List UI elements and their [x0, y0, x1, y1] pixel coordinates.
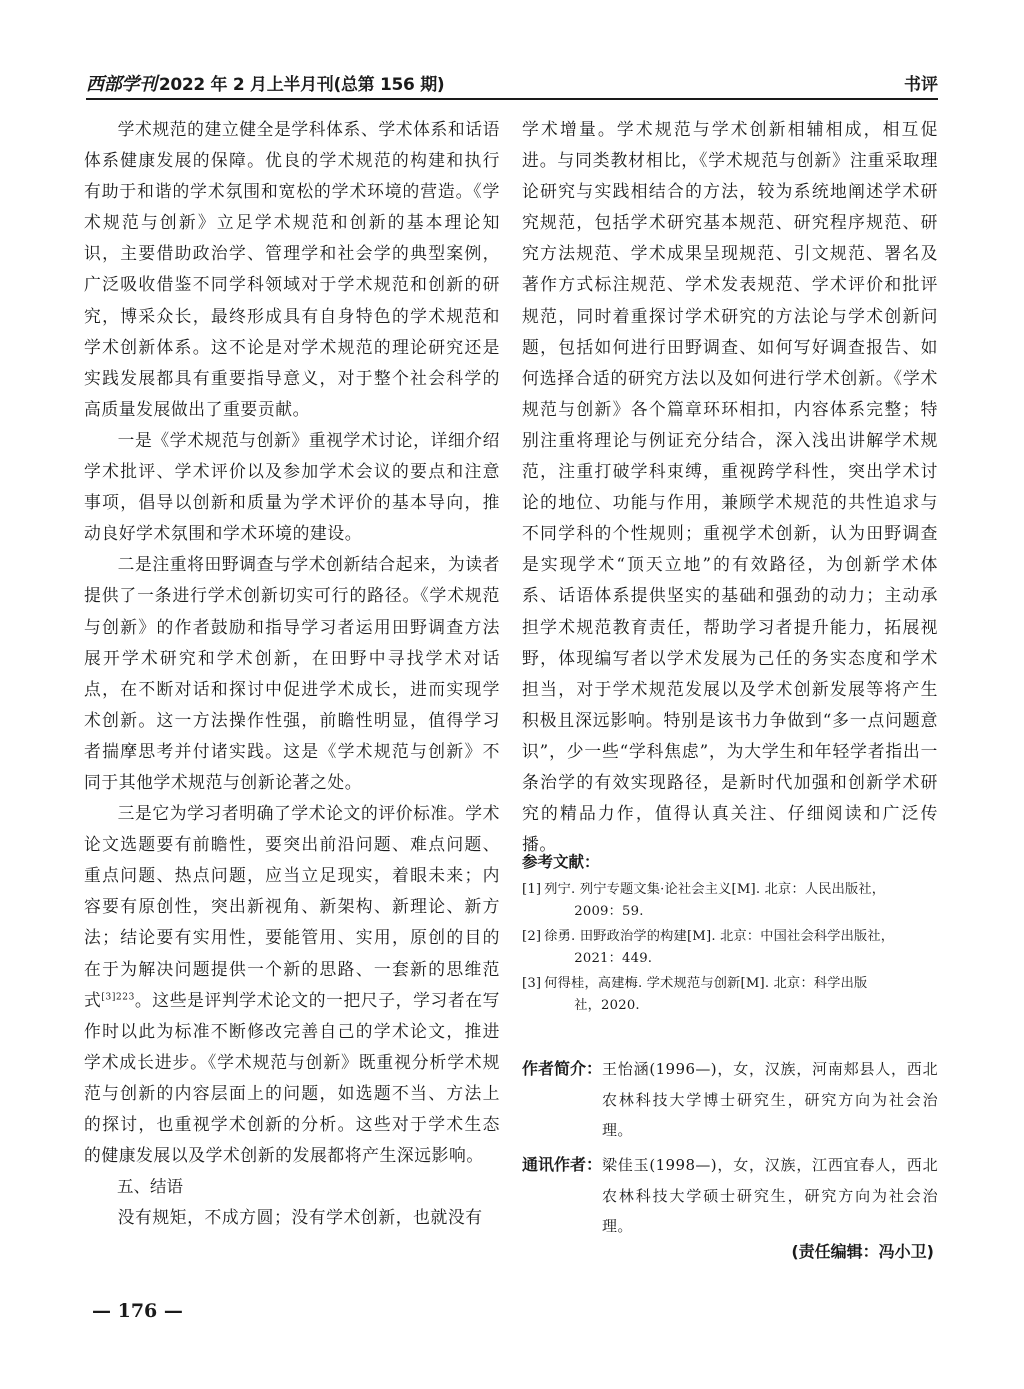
- reference-number: [3]: [522, 976, 542, 991]
- reference-text-cont: 2009：59.: [574, 903, 644, 919]
- references-list: [522, 879, 938, 1020]
- section-label: 书评: [904, 75, 938, 95]
- reference-number: [1]: [522, 882, 542, 897]
- reference-item: [522, 879, 938, 922]
- page-header: [86, 70, 938, 100]
- left-column: [84, 114, 500, 1233]
- responsible-editor: (责任编辑：冯小卫): [791, 1242, 934, 1261]
- author-bio: [522, 1054, 938, 1146]
- reference-item: [522, 973, 938, 1016]
- references-title: 参考文献：: [522, 853, 600, 871]
- reference-text-cont: 社，2020.: [574, 997, 640, 1013]
- paragraph: 没有规矩，不成方圆；没有学术创新，也就没有: [117, 1207, 483, 1228]
- header-rule: [86, 98, 938, 100]
- reference-text: 徐勇. 田野政治学的构建[M]. 北京：中国社会科学出版社，: [544, 929, 895, 944]
- right-column: [522, 114, 938, 1274]
- section-heading: 五、结语: [117, 1177, 183, 1197]
- issue-label: 2022 年 2 月上半月刊(总第 156 期): [158, 75, 445, 95]
- paragraph: 学术规范的建立健全是学科体系、学术体系和话语体系健康发展的保障。优良的学术规范的构建和执行有助于和谐的学术氛围和宽松的学术环境的营造。《学术规范与创新》立足学术规范和创新的基本理论知识，主要借助政治学、管理学和社会学的典型案例，广泛吸收借鉴不同学科领域对于学术规范和创新的研究，博采众长，最终形成具有自身特色的学术规范和学术创新体系。这不论是对学术规范的理论研究还是实践发展都具有重要指导意义，对于整个社会科学的高质量发展做出了重要贡献。: [84, 119, 500, 419]
- paragraph: 学术增量。学术规范与学术创新相辅相成，相互促进。与同类教材相比，《学术规范与创新》注重采取理论研究与实践相结合的方法，较为系统地阐述学术研究规范，包括学术研究基本规范、研究程序规范、研究方法规范、学术成果呈现规范、引文规范、署名及著作方式标注规范、学术发表规范、学术评价和批评规范，同时着重探讨学术研究的方法论与学术创新问题，包括如何进行田野调查、如何写好调查报告、如何选择合适的研究方法以及如何进行学术创新。《学术规范与创新》各个篇章环环相扣，内容体系完整；特别注重将理论与例证充分结合，深入浅出讲解学术规范，注重打破学科束缚，重视跨学科性，突出学术讨论的地位、功能与作用，兼顾学术规范的共性追求与不同学科的个性规则；重视学术创新，认为田野调查是实现学术“顶天立地”的有效路径，为创新学术体系、话语体系提供坚实的基础和强劲的动力；主动承担学术规范教育责任，帮助学习者提升能力，拓展视野，体现编写者以学术发展为己任的务实态度和学术担当，对于学术规范发展以及学术创新发展等将产生积极且深远影响。特别是该书力争做到“多一点问题意识”，少一些“学科焦虑”，为大学生和年轻学者指出一条治学的有效实现路径，是新时代加强和创新学术研究的精品力作，值得认真关注、仔细阅读和广泛传播。: [522, 119, 938, 855]
- paragraph: 一是《学术规范与创新》重视学术讨论，详细介绍学术批评、学术评价以及参加学术会议的要点和注意事项，倡导以创新和质量为学术评价的基本导向，推动良好学术氛围和学术环境的建设。: [84, 429, 500, 544]
- author-bio-text: 王怡涵(1996—)，女，汉族，河南郏县人，西北农林科技大学博士研究生，研究方向为社会治理。: [602, 1060, 938, 1139]
- paragraph: 二是注重将田野调查与学术创新结合起来，为读者提供了一条进行学术创新切实可行的路径。《学术规范与创新》的作者鼓励和指导学习者运用田野调查方法展开学术研究和学术创新，在田野中寻找学术对话点，在不断对话和探讨中促进学术成长，进而实现学术创新。这一方法操作性强，前瞻性明显，值得学习者揣摩思考并付诸实践。这是《学术规范与创新》不同于其他学术规范与创新论著之处。: [84, 554, 500, 792]
- corresponding-author-text: 梁佳玉(1998—)，女，汉族，江西宜春人，西北农林科技大学硕士研究生，研究方向为社会治理。: [602, 1156, 938, 1235]
- author-bio-label: 作者简介：: [522, 1059, 603, 1078]
- paragraph-text: 。这些是评判学术论文的一把尺子，学习者在写作时以此为标准不断修改完善自己的学术论文，推进学术成长进步。《学术规范与创新》既重视分析学术规范与创新的内容层面上的问题，如选题不当、方法上的探讨，也重视学术创新的分析。这些对于学术生态的健康发展以及学术创新的发展都将产生深远影响。: [84, 989, 500, 1166]
- page-number: — 176 —: [92, 1300, 183, 1322]
- citation-marker: [3]223: [101, 992, 135, 1003]
- reference-text-cont: 2021：449.: [574, 950, 653, 966]
- corresponding-author: [522, 1150, 938, 1242]
- paragraph-text: 三是它为学习者明确了学术论文的评价标准。学术论文选题要有前瞻性，要突出前沿问题、难点问题、重点问题、热点问题，应当立足现实，着眼未来；内容要有原创性，突出新视角、新架构、新理论、新方法；结论要有实用性，要能管用、实用，原创的目的在于为解决问题提供一个新的思路、一套新的思维范式: [84, 803, 500, 1010]
- reference-text: 列宁. 列宁专题文集·论社会主义[M]. 北京：人民出版社，: [544, 882, 886, 897]
- paragraph: [84, 798, 500, 1171]
- journal-logo: 西部学刊: [86, 74, 157, 95]
- journal-issue-line: [86, 70, 444, 96]
- reference-number: [2]: [522, 929, 542, 944]
- reference-text: 何得桂，高建梅. 学术规范与创新[M]. 北京：科学出版: [544, 976, 868, 991]
- reference-item: [522, 926, 938, 969]
- corresponding-author-label: 通讯作者：: [522, 1155, 603, 1174]
